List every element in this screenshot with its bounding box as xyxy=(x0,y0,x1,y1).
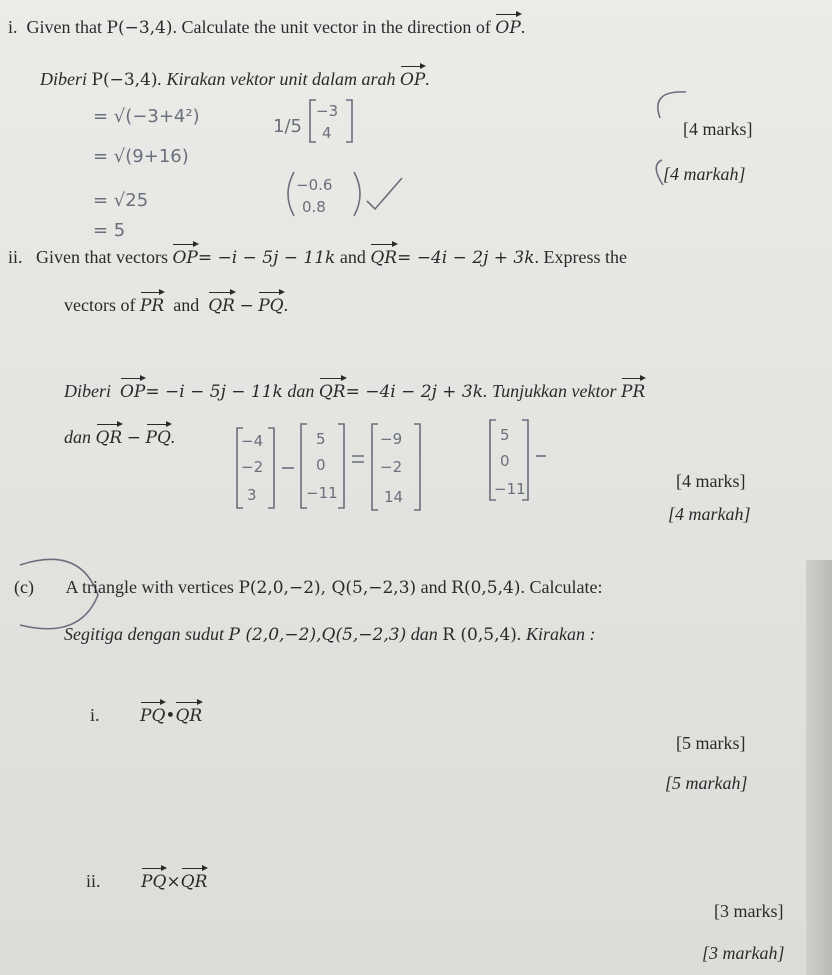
handwriting-line-2: = √(9+16) xyxy=(93,146,189,167)
hw-mb-1: 5 xyxy=(316,430,326,448)
markah-c-i: [5 markah] xyxy=(665,773,748,793)
hw-res1-top: −0.6 xyxy=(296,176,333,194)
handwriting-fraction: 1/5 xyxy=(273,116,302,137)
hw-md-1: 5 xyxy=(500,426,510,444)
hw-mc-1: −9 xyxy=(380,430,403,448)
hw-mc-2: −2 xyxy=(380,458,403,476)
hw-res1-bot: 0.8 xyxy=(302,198,326,216)
markah-ii: [4 markah] xyxy=(668,504,751,524)
page-edge-shadow xyxy=(806,560,832,975)
hw-ma-3: 3 xyxy=(247,486,257,504)
markah-c-ii: [3 markah] xyxy=(702,943,785,963)
question-ii-malay-line2: dan QR − PQ. xyxy=(64,427,176,448)
hw-mb-3: −11 xyxy=(306,484,338,502)
handwriting-line-4: = 5 xyxy=(93,220,126,241)
question-c-english: (c) A triangle with vertices P(2,0,−2), Q(5,−2,3) and R(0,5,4). Calculate: xyxy=(14,577,603,598)
question-c-malay: Segitiga dengan sudut P (2,0,−2),Q(5,−2,3) dan R (0,5,4). Kirakan : xyxy=(64,624,596,645)
question-c-ii: ii. PQ×QR xyxy=(86,871,208,892)
hw-ma-1: −4 xyxy=(241,432,264,450)
hw-md-3: −11 xyxy=(494,480,526,498)
hw-md-2: 0 xyxy=(500,452,510,470)
handwriting-line-3: = √25 xyxy=(93,190,149,211)
question-c-i: i. PQ•QR xyxy=(90,705,203,726)
question-ii-malay-line1: Diberi OP= −i − 5j − 11k dan QR= −4i − 2j + 3k. Tunjukkan vektor PR xyxy=(64,381,646,402)
question-ii-english-line1: ii. Given that vectors OP= −i − 5j − 11k and QR= −4i − 2j + 3k. Express the xyxy=(8,247,628,268)
marks-ii: [4 marks] xyxy=(676,471,746,491)
question-i-malay: Diberi P(−3,4). Kirakan vektor unit dalam arah OP. xyxy=(40,69,430,90)
question-ii-english-line2: vectors of PR and QR − PQ. xyxy=(64,295,289,316)
marks-c-i: [5 marks] xyxy=(676,733,746,753)
markah-i: [4 markah] xyxy=(663,164,746,184)
vector-op: OP xyxy=(495,18,521,38)
hw-mc-3: 14 xyxy=(384,488,404,506)
marks-i: [4 marks] xyxy=(683,119,753,139)
hw-mat1-top: −3 xyxy=(316,102,339,120)
hw-mb-2: 0 xyxy=(316,456,326,474)
handwriting-line-1: = √(−3+4²) xyxy=(93,106,200,127)
hw-mat1-bot: 4 xyxy=(322,124,332,142)
hw-ma-2: −2 xyxy=(241,458,264,476)
marks-c-ii: [3 marks] xyxy=(714,901,784,921)
question-i-english: i. Given that P(−3,4). Calculate the unit vector in the direction of OP. xyxy=(8,17,526,38)
